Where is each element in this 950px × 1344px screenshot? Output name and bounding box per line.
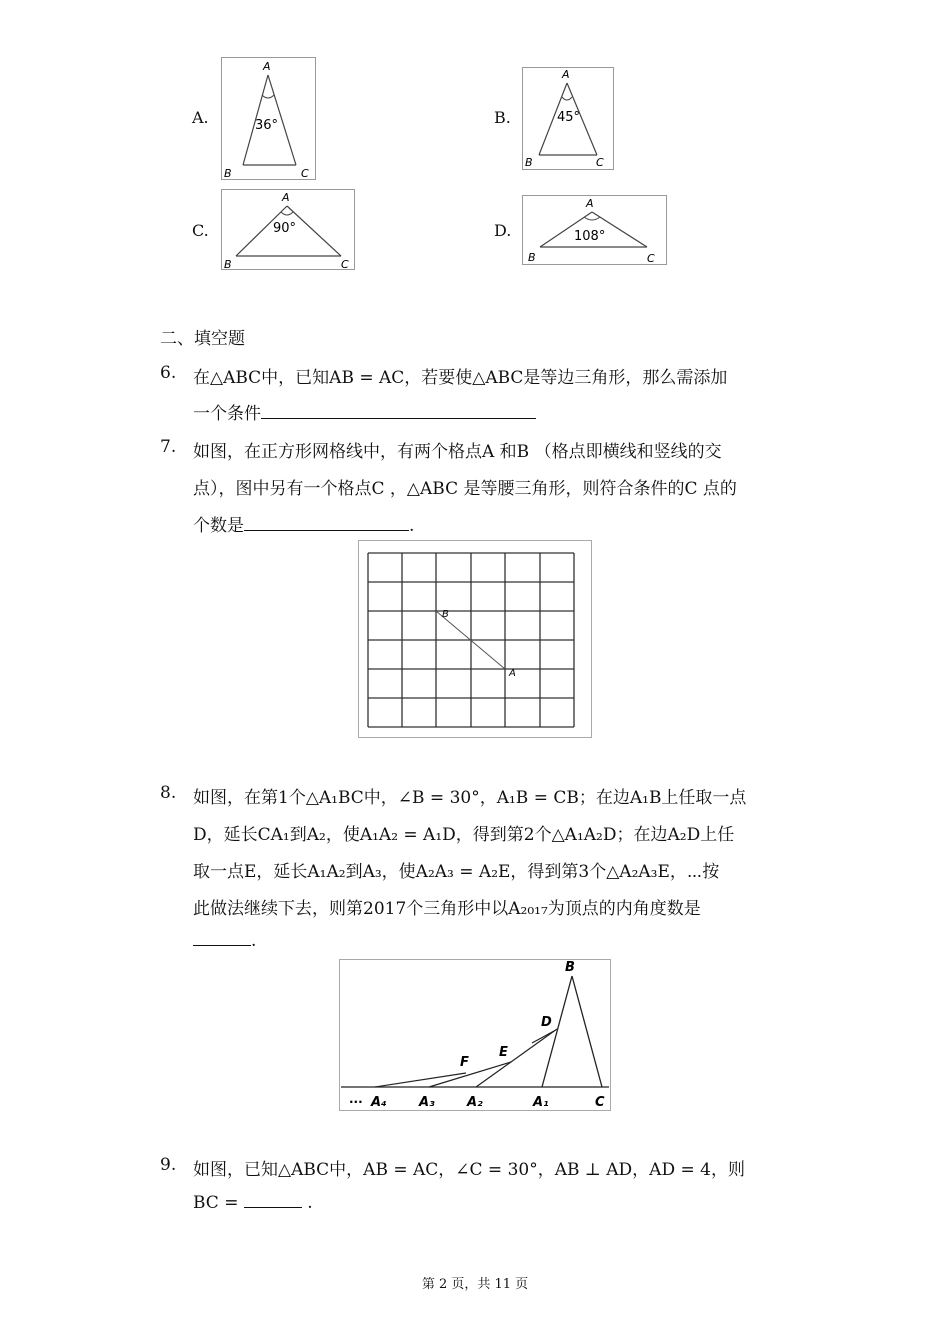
q8-figure (339, 959, 611, 1111)
fig8-label-e: E (499, 1045, 508, 1060)
page-footer: 第 2 页，共 11 页 (421, 1277, 529, 1292)
angle-label-a: 36° (255, 118, 279, 133)
option-c-figure (221, 189, 355, 270)
svg-text:C: C (596, 156, 604, 169)
angle-label-c: 90° (273, 221, 297, 236)
fig8-dots: ··· (349, 1095, 363, 1109)
q8-line2: D，延长CA₁到A₂，使A₁A₂ = A₁D，得到第2个△A₁A₂D；在边A₂D上任 (193, 825, 735, 845)
option-d-label: D. (494, 221, 512, 240)
fig8-label-a1: A₁ (533, 1095, 549, 1110)
angle-label-d: 108° (574, 229, 606, 244)
q8-line3: 取一点E，延长A₁A₂到A₃，使A₂A₃ = A₂E，得到第3个△A₂A₃E，⋯按 (193, 862, 720, 882)
svg-text:B: B (525, 156, 533, 169)
q8-line1: 如图，在第1个△A₁BC中，∠B = 30°，A₁B = CB；在边A₁B上任取一点 (193, 788, 747, 808)
q9-line2-end: . (307, 1193, 313, 1213)
angle-label-b: 45° (557, 110, 581, 125)
vertex-c: C (301, 167, 309, 180)
q8-line4: 此做法继续下去，则第2017个三角形中以A₂₀₁₇为顶点的内角度数是 (193, 899, 701, 919)
option-a-label: A. (192, 108, 209, 127)
fig8-label-b: B (565, 960, 575, 975)
fig8-label-a2: A₂ (467, 1095, 483, 1110)
q7-answer-blank (244, 529, 409, 531)
svg-text:B: B (224, 258, 232, 270)
q9-line1: 如图，已知△ABC中，AB = AC，∠C = 30°，AB ⊥ AD，AD = 4，则 (193, 1160, 745, 1180)
q7-line1: 如图，在正方形网格线中，有两个格点A 和B （格点即横线和竖线的交 (193, 442, 722, 462)
fig8-label-a4: A₄ (371, 1095, 387, 1110)
fig8-label-d: D (541, 1015, 552, 1030)
q8-answer-blank (193, 944, 251, 946)
fig8-label-a3: A₃ (419, 1095, 435, 1110)
option-b-label: B. (494, 108, 511, 127)
svg-text:C: C (647, 252, 655, 265)
q6-line2-text: 一个条件 (193, 404, 261, 424)
vertex-a: A (263, 60, 271, 73)
svg-text:C: C (341, 258, 349, 270)
fig8-label-f: F (460, 1055, 469, 1070)
option-d-figure (522, 195, 667, 265)
svg-text:A: A (282, 191, 290, 204)
vertex-b: B (224, 167, 232, 180)
q8-number: 8. (160, 783, 177, 803)
q9-answer-blank (244, 1206, 302, 1208)
option-a-figure (221, 57, 316, 180)
q7-line2: 点），图中另有一个格点C ，△ABC 是等腰三角形，则符合条件的C 点的 (193, 479, 737, 499)
q9-line2-start: BC = (193, 1193, 239, 1213)
grid-point-a: A (509, 668, 516, 679)
q7-line3-text: 个数是 (193, 516, 244, 536)
option-c-label: C. (192, 221, 209, 240)
q7-number: 7. (160, 437, 177, 457)
option-b-figure (522, 67, 614, 170)
section-title: 二、填空题 (160, 329, 245, 349)
q6-number: 6. (160, 363, 177, 383)
q6-line2 (193, 399, 536, 424)
q6-line1: 在△ABC中，已知AB = AC，若要使△ABC是等边三角形，那么需添加 (193, 368, 728, 388)
q7-line3-end: . (409, 516, 415, 536)
q9-line2 (193, 1193, 313, 1213)
q8-line5 (193, 931, 256, 951)
grid-point-b: B (442, 609, 449, 620)
q6-answer-blank (261, 417, 536, 419)
q8-line5-end: . (251, 931, 257, 951)
svg-text:A: A (562, 68, 570, 81)
svg-text:B: B (528, 251, 536, 264)
q7-line3 (193, 511, 414, 536)
svg-text:A: A (586, 197, 594, 210)
q7-grid-figure (358, 540, 592, 738)
q9-number: 9. (160, 1155, 177, 1175)
fig8-label-c: C (595, 1095, 605, 1110)
